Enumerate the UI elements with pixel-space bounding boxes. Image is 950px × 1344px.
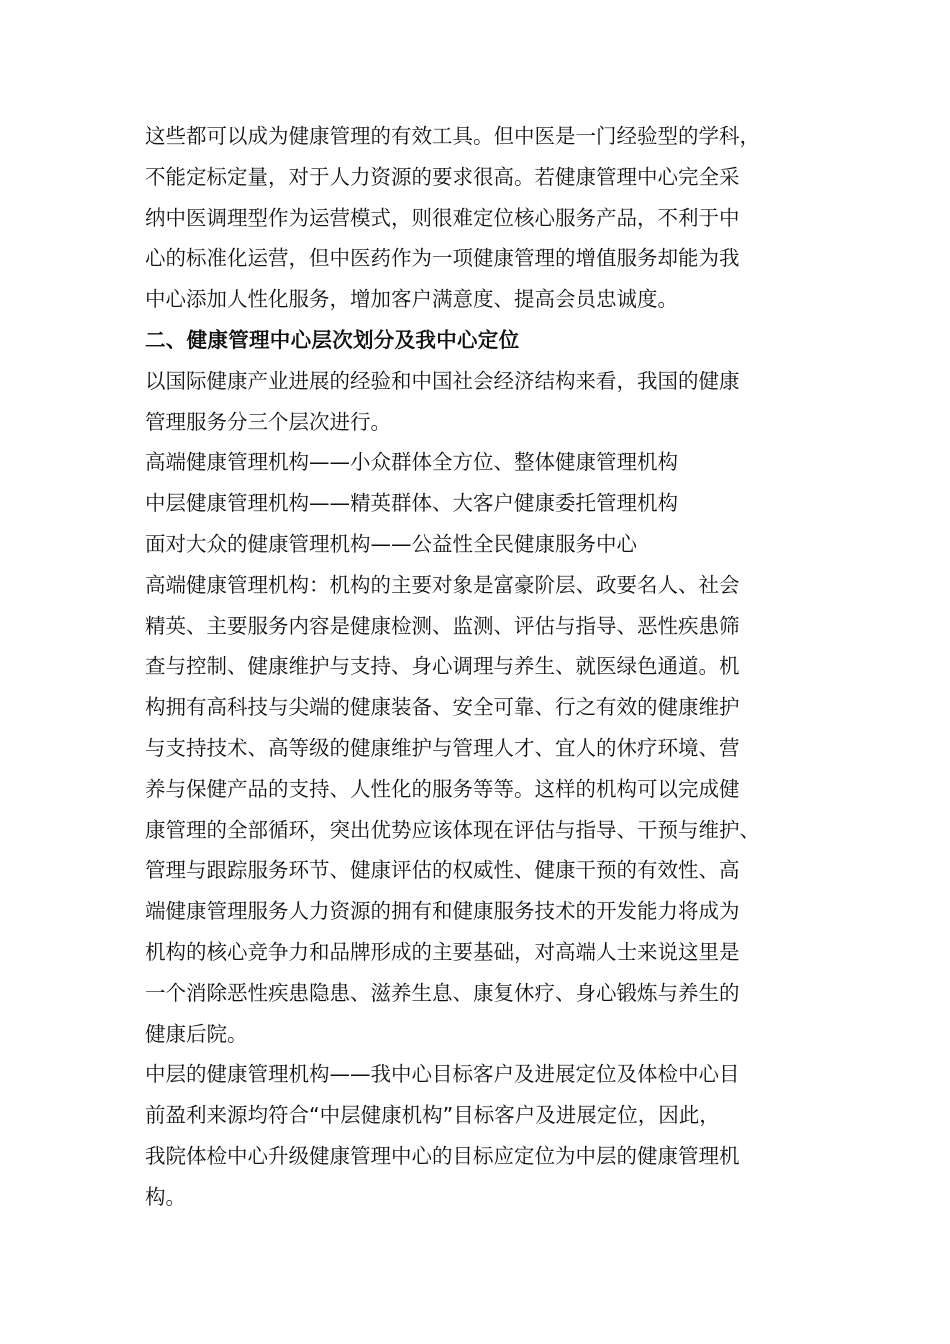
text-line: 健康后院。 <box>145 1021 248 1046</box>
text-line: 管理与跟踪服务环节、健康评估的权威性、健康干预的有效性、高 <box>145 858 740 883</box>
text-line: 以国际健康产业进展的经验和中国社会经济结构来看，我国的健康 <box>145 368 740 393</box>
text-line: 心的标准化运营，但中医药作为一项健康管理的增值服务却能为我 <box>145 246 740 271</box>
document-body <box>145 116 815 1218</box>
text-line: 高端健康管理机构——小众群体全方位、整体健康管理机构 <box>145 450 678 475</box>
text-line: 机构的核心竞争力和品牌形成的主要基础，对高端人士来说这里是 <box>145 939 740 964</box>
text-line: 高端健康管理机构：机构的主要对象是富豪阶层、政要名人、社会 <box>145 572 740 597</box>
text-line: 养与保健产品的支持、人性化的服务等等。这样的机构可以完成健 <box>145 776 740 801</box>
text-line: 中心添加人性化服务，增加客户满意度、提高会员忠诚度。 <box>145 287 678 312</box>
text-line: 构。 <box>145 1184 186 1209</box>
text-line: 不能定标定量，对于人力资源的要求很高。若健康管理中心完全采 <box>145 164 740 189</box>
text-line: 查与控制、健康维护与支持、身心调理与养生、就医绿色通道。机 <box>145 654 740 679</box>
text-line: 这些都可以成为健康管理的有效工具。但中医是一门经验型的学科， <box>145 124 760 148</box>
text-line: 中层健康管理机构——精英群体、大客户健康委托管理机构 <box>145 491 678 516</box>
text-line: 纳中医调理型作为运营模式，则很难定位核心服务产品，不利于中 <box>145 205 740 230</box>
text-line: 中层的健康管理机构——我中心目标客户及进展定位及体检中心目 <box>145 1062 740 1087</box>
text-line: 康管理的全部循环，突出优势应该体现在评估与指导、干预与维护、 <box>145 817 760 842</box>
text-line: 管理服务分三个层次进行。 <box>145 409 391 434</box>
text-line: 构拥有高科技与尖端的健康装备、安全可靠、行之有效的健康维护 <box>145 695 740 720</box>
text-line: 一个消除恶性疾患隐患、滋养生息、康复休疗、身心锻炼与养生的 <box>145 980 740 1005</box>
section-heading: 二、健康管理中心层次划分及我中心定位 <box>145 327 520 352</box>
text-line: 端健康管理服务人力资源的拥有和健康服务技术的开发能力将成为 <box>145 899 740 924</box>
text-line: 精英、主要服务内容是健康检测、监测、评估与指导、恶性疾患筛 <box>145 613 740 638</box>
text-line: 前盈利来源均符合“中层健康机构”目标客户及进展定位，因此， <box>145 1103 720 1128</box>
text-line: 与支持技术、高等级的健康维护与管理人才、宜人的休疗环境、营 <box>145 735 740 760</box>
text-line: 我院体检中心升级健康管理中心的目标应定位为中层的健康管理机 <box>145 1143 740 1168</box>
text-line: 面对大众的健康管理机构——公益性全民健康服务中心 <box>145 531 637 556</box>
